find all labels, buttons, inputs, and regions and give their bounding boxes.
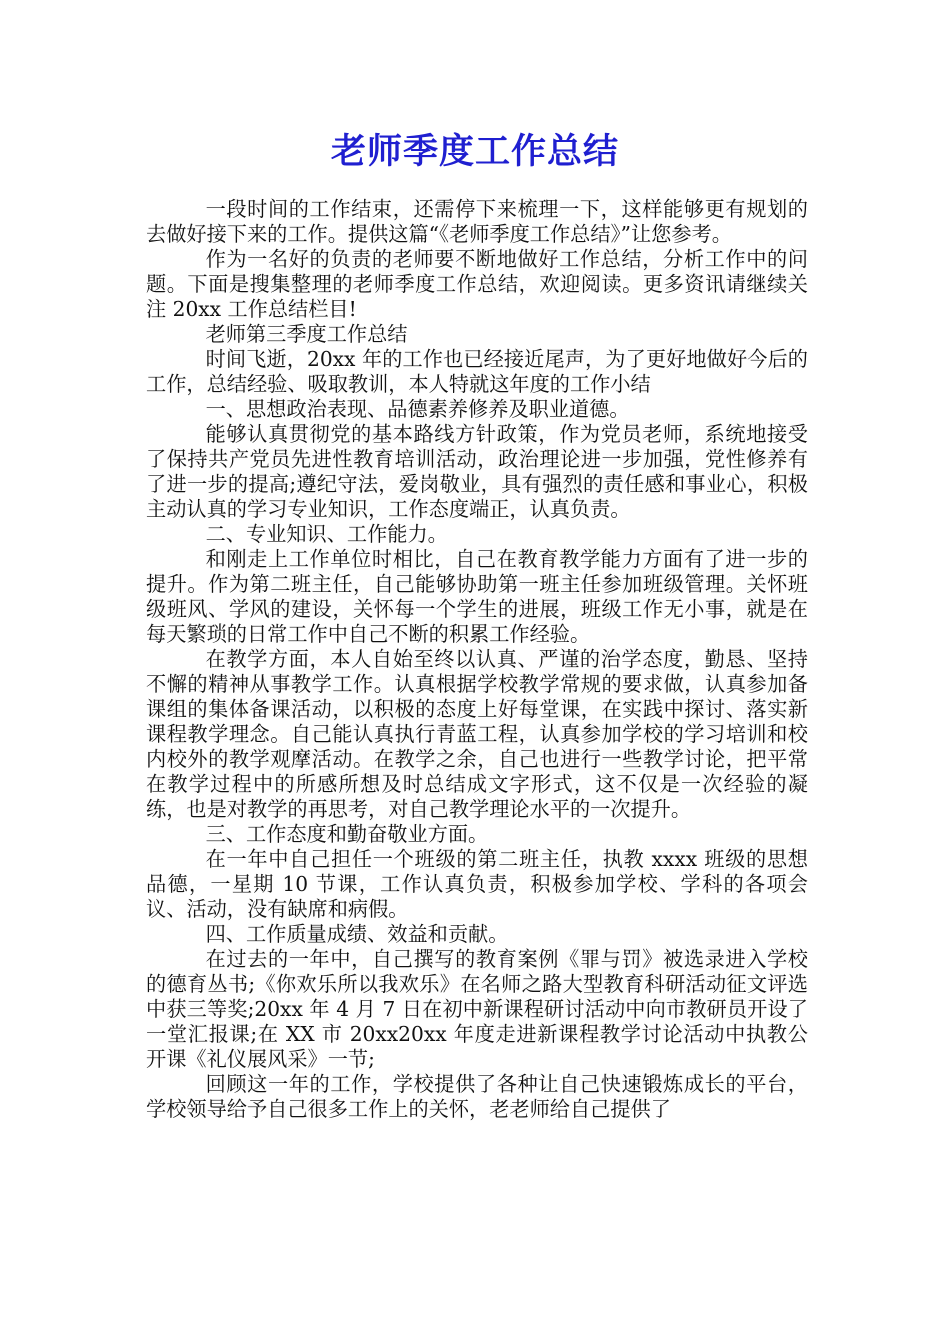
paragraph: 回顾这一年的工作，学校提供了各种让自己快速锻炼成长的平台，学校领导给予自己很多工作上的关怀，老老师给自己提供了	[146, 1072, 808, 1121]
paragraph: 作为一名好的负责的老师要不断地做好工作总结，分析工作中的问题。下面是搜集整理的老师季度工作总结，欢迎阅读。更多资讯请继续关注 20xx 工作总结栏目!	[146, 247, 808, 321]
section-heading: 老师第三季度工作总结	[205, 322, 408, 346]
paragraph: 在过去的一年中，自己撰写的教育案例《罪与罚》被选录进入学校的德育丛书;《你欢乐所以我欢乐》在名师之路大型教育科研活动征文评选中获三等奖;20xx 年 4 月 7 日在初中新课程研讨活动中向市教研员开设了一堂汇报课;在 XX 市 20xx20xx 年度走进新课程教学讨论活动中执教公开课《礼仪展风采》一节;	[146, 947, 808, 1071]
paragraph: 一段时间的工作结束，还需停下来梳理一下，这样能够更有规划的去做好接下来的工作。提供这篇“《老师季度工作总结》”让您参考。	[146, 197, 808, 246]
paragraph: 能够认真贯彻党的基本路线方针政策，作为党员老师，系统地接受了保持共产党员先进性教育培训活动，政治理论进一步加强，党性修养有了进一步的提高;遵纪守法，爱岗敬业，具有强烈的责任感和事业心，积极主动认真的学习专业知识，工作态度端正，认真负责。	[146, 422, 808, 521]
document-body	[146, 197, 808, 1122]
paragraph: 时间飞逝，20xx 年的工作也已经接近尾声，为了更好地做好今后的工作，总结经验、吸取教训，本人特就这年度的工作小结	[146, 347, 808, 396]
section-heading: 一、思想政治表现、品德素养修养及职业道德。	[205, 397, 630, 421]
section-heading: 二、专业知识、工作能力。	[205, 522, 448, 546]
section-heading: 四、工作质量成绩、效益和贡献。	[205, 922, 509, 946]
document-title: 老师季度工作总结	[330, 131, 619, 172]
paragraph: 在教学方面，本人自始至终以认真、严谨的治学态度，勤恳、坚持不懈的精神从事教学工作。认真根据学校教学常规的要求做，认真参加备课组的集体备课活动，以积极的态度上好每堂课，在实践中探讨、落实新课程教学理念。自己能认真执行青蓝工程，认真参加学校的学习培训和校内校外的教学观摩活动。在教学之余，自己也进行一些教学讨论，把平常在教学过程中的所感所想及时总结成文字形式，这不仅是一次经验的凝练，也是对教学的再思考，对自己教学理论水平的一次提升。	[146, 647, 808, 821]
paragraph: 在一年中自己担任一个班级的第二班主任，执教 xxxx 班级的思想品德，一星期 10 节课，工作认真负责，积极参加学校、学科的各项会议、活动，没有缺席和病假。	[146, 847, 808, 921]
section-heading: 三、工作态度和勤奋敬业方面。	[205, 822, 489, 846]
paragraph: 和刚走上工作单位时相比，自己在教育教学能力方面有了进一步的提升。作为第二班主任，自己能够协助第一班主任参加班级管理。关怀班级班风、学风的建设，关怀每一个学生的进展，班级工作无小事，就是在每天繁琐的日常工作中自己不断的积累工作经验。	[146, 547, 808, 646]
